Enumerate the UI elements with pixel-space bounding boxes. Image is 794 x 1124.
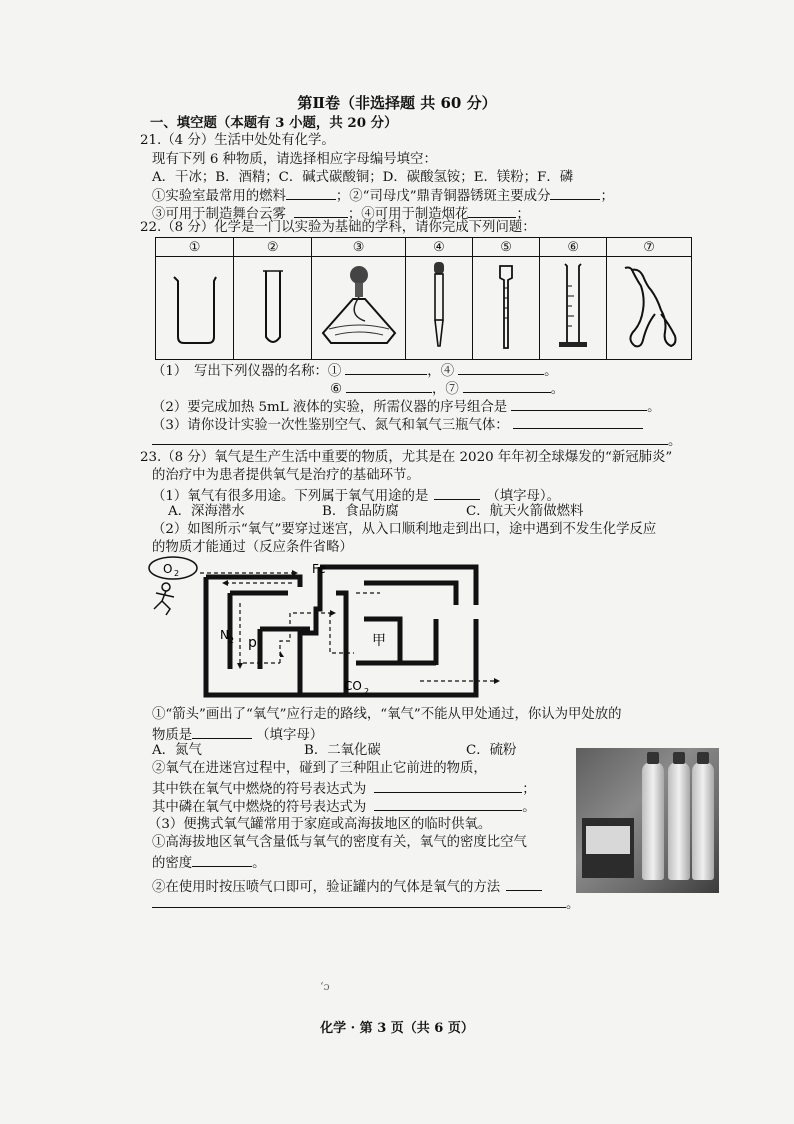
- oxygen-can-photo: [576, 748, 719, 893]
- q23-q2-line3: 其中磷在氧气中燃烧的符号表达式为 。: [152, 796, 536, 817]
- beaker-icon: [156, 257, 234, 360]
- q23-sub2-line1: （2）如图所示“氧气”要穿过迷宫，从入口顺利地走到出口，途中遇到不发生化学反应: [152, 522, 657, 537]
- maze-fe-label: Fe: [312, 562, 326, 576]
- q22-stem: 22.（8 分）化学是一门以实验为基础的学科，请你完成下列问题：: [140, 220, 536, 235]
- q23-sub3-1b: 的密度 。: [152, 852, 266, 873]
- answer-blank[interactable]: [286, 185, 336, 200]
- q23-sub3-2: ②在使用时按压喷气口即可，验证罐内的气体是氧气的方法: [152, 876, 542, 897]
- oxygen-can: [668, 762, 690, 880]
- q21-stem: 21.（4 分）生活中处处有化学。: [140, 133, 335, 148]
- alcohol-lamp-icon: [312, 257, 406, 360]
- instrument-label: ④: [405, 238, 472, 257]
- q23-q2-line1: ②氧气在进迷宫过程中，碰到了三种阻止它前进的物质，: [152, 761, 487, 776]
- answer-blank[interactable]: [374, 778, 522, 793]
- oxygen-can: [692, 762, 714, 880]
- q23-sub3: （3）便携式氧气罐常用于家庭或高海拔地区的临时供氧。: [148, 817, 492, 832]
- graduated-cylinder-icon: [540, 257, 607, 360]
- q21-item-2: ；②“司母戊”鼎青铜器锈斑主要成分: [335, 189, 551, 204]
- dropper-icon: [405, 257, 472, 360]
- answer-blank[interactable]: [511, 396, 647, 411]
- test-tube-icon: [234, 257, 312, 360]
- q23-sub1-option-a: A．深海潜水: [168, 504, 245, 519]
- q21-item-1: ①实验室最常用的燃料: [152, 189, 286, 204]
- instrument-label: ③: [312, 238, 406, 257]
- instrument-label: ⑤: [472, 238, 539, 257]
- q23-q1-option-c: C．硫粉: [466, 743, 517, 758]
- maze-o2-label: O: [163, 562, 173, 576]
- answer-blank[interactable]: [506, 876, 542, 891]
- q23-sub3-2-line2: 。: [152, 893, 579, 914]
- q23-sub3-1a: ①高海拔地区氧气含量低与氧气的密度有关，氧气的密度比空气: [152, 835, 527, 850]
- answer-blank[interactable]: [345, 360, 427, 375]
- maze-n2-label: N: [220, 628, 229, 642]
- answer-blank[interactable]: [346, 378, 432, 393]
- maze-figure: [140, 553, 500, 701]
- svg-text:2: 2: [364, 687, 370, 696]
- q23-stem-2: 的治疗中为患者提供氧气是治疗的基础环节。: [152, 468, 420, 483]
- q21-item-4: ；④可用于制造烟花: [347, 207, 469, 222]
- q23-q1-option-a: A．氮气: [152, 743, 202, 758]
- q23-sub1-option-b: B．食品防腐: [322, 504, 399, 519]
- q22-sub1-line2: ⑥ ，⑦ 。: [330, 378, 564, 399]
- answer-blank[interactable]: [458, 360, 544, 375]
- maze-p-label: p: [248, 635, 257, 651]
- answer-blank[interactable]: [152, 430, 668, 445]
- answer-blank[interactable]: [192, 852, 252, 867]
- answer-blank[interactable]: [468, 203, 516, 218]
- instrument-label: ①: [156, 238, 234, 257]
- q23-stem-1: 23.（8 分）氧气是生产生活中重要的物质，尤其是在 2020 年年初全球爆发的“新冠肺炎”: [140, 450, 673, 465]
- q21-item-3: ③可用于制造舞台云雾: [152, 207, 286, 222]
- q22-sub1-line1: （1） 写出下列仪器的名称：① ，④ 。: [152, 360, 557, 381]
- q21-options: A．干冰；B．酒精；C．碱式碳酸铜；D．碳酸氢铵；E．镁粉；F．磷: [152, 170, 574, 185]
- q23-q1-line1: ①“箭头”画出了“氧气”应行走的路线，“氧气”不能从甲处通过，你认为甲处放的: [152, 707, 622, 722]
- q23-sub2-line2: 的物质才能通过（反应条件省略）: [152, 540, 353, 555]
- svg-text:2: 2: [174, 569, 180, 578]
- maze-co2-label: CO: [344, 679, 362, 693]
- instrument-label: ②: [234, 238, 312, 257]
- person-icon: [154, 583, 174, 615]
- crucible-tongs-icon: [607, 257, 692, 360]
- page-title: 第Ⅱ卷（非选择题 共 60 分）: [297, 94, 497, 112]
- svg-text:2: 2: [229, 636, 235, 645]
- q22-sub3-line2: 。: [152, 430, 681, 451]
- instrument-table: [155, 237, 692, 360]
- instrument-label: ⑥: [540, 238, 607, 257]
- section-title: 一、填空题（本题有 3 小题，共 20 分）: [150, 115, 398, 131]
- q22-sub2: （2）要完成加热 5mL 液体的实验，所需仪器的序号组合是 。: [152, 396, 661, 417]
- q23-sub1: （1）氧气有很多用途。下列属于氧气用途的是 （填字母）。: [152, 485, 560, 506]
- q23-sub1-option-c: C．航天火箭做燃料: [466, 504, 584, 519]
- oxygen-can: [642, 762, 664, 880]
- answer-blank[interactable]: [152, 893, 566, 908]
- q21-intro: 现有下列 6 种物质，请选择相应字母编号填空：: [152, 152, 437, 167]
- instrument-label: ⑦: [607, 238, 692, 257]
- answer-blank[interactable]: [550, 185, 600, 200]
- q23-q1-option-b: B．二氧化碳: [304, 743, 381, 758]
- answer-blank[interactable]: [513, 414, 643, 429]
- answer-blank[interactable]: [374, 796, 522, 811]
- answer-blank[interactable]: [463, 378, 551, 393]
- maze-walls: [206, 567, 476, 695]
- answer-blank[interactable]: [294, 203, 348, 218]
- q23-q1-line2: 物质是 （填字母）: [152, 724, 323, 745]
- answer-blank[interactable]: [192, 724, 252, 739]
- stray-mark: ʻɔ: [320, 980, 330, 993]
- q21-line-2: ③可用于制造舞台云雾 ；④可用于制造烟花 ；: [152, 203, 530, 224]
- page-footer: 化学 · 第 3 页（共 6 页）: [320, 1021, 474, 1036]
- test-tube-holder-icon: [472, 257, 539, 360]
- o2-bubble: [149, 557, 197, 579]
- answer-blank[interactable]: [434, 485, 480, 500]
- maze-jia-label: 甲: [372, 633, 386, 649]
- q23-q2-line2: 其中铁在氧气中燃烧的符号表达式为 ；: [152, 778, 536, 799]
- q21-line-1: ①实验室最常用的燃料 ；②“司母戊”鼎青铜器锈斑主要成分 ；: [152, 185, 614, 206]
- q22-sub3: （3）请你设计实验一次性鉴别空气、氮气和氧气三瓶气体：: [152, 414, 643, 435]
